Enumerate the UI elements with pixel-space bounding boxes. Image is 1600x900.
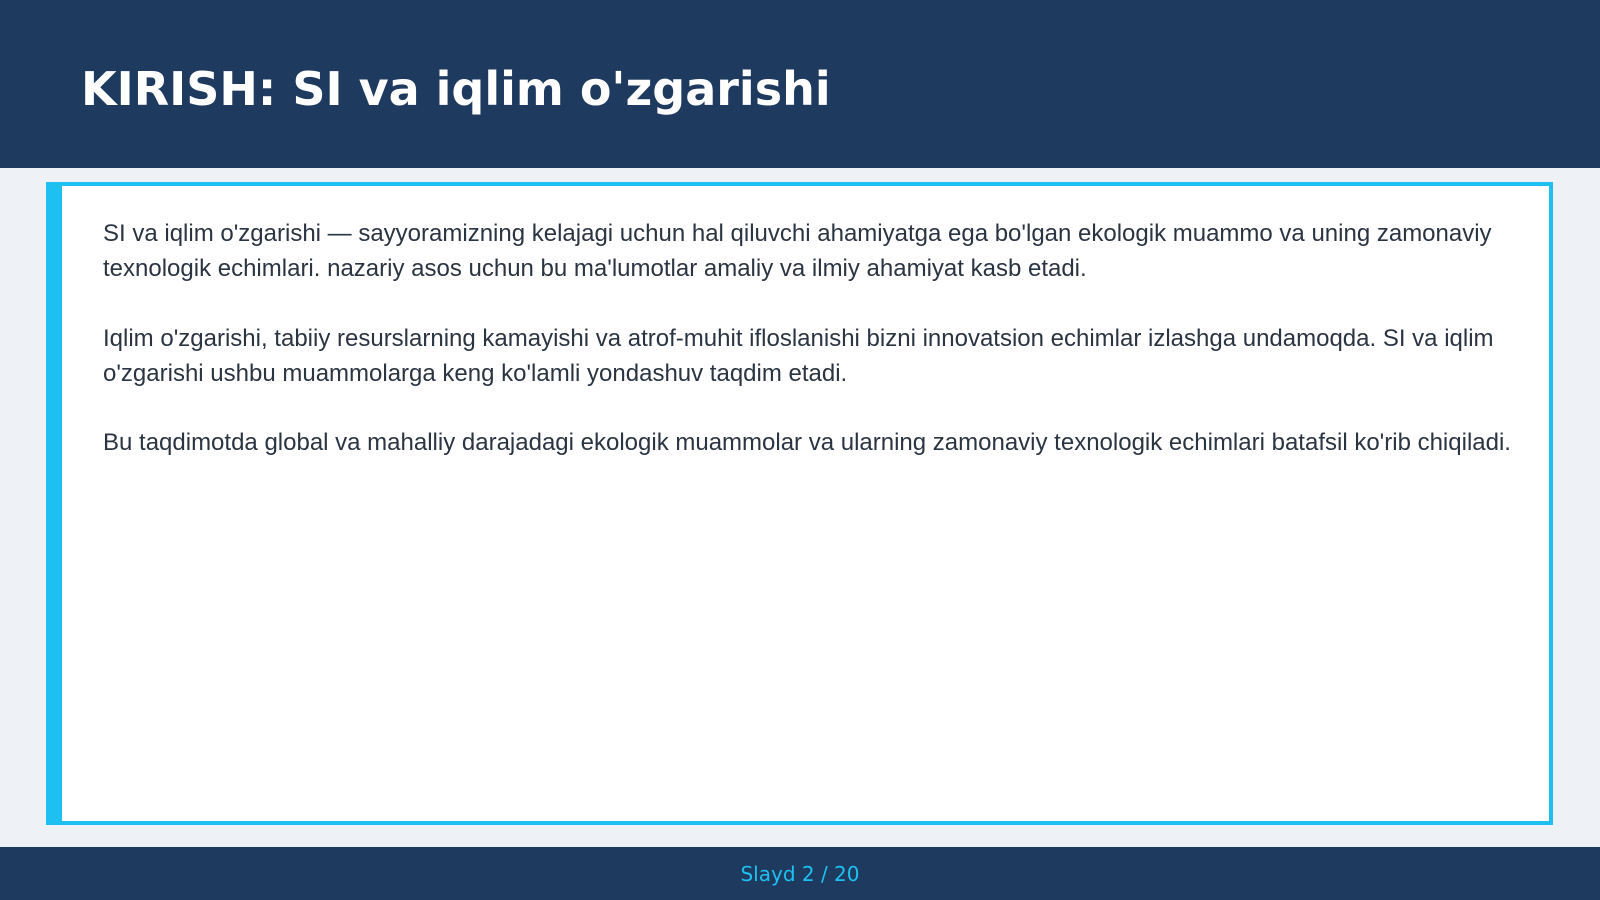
- slide-counter: Slayd 2 / 20: [740, 862, 860, 886]
- slide-footer: [0, 847, 1600, 900]
- content-card: [46, 182, 1553, 825]
- overview-paragraph: Bu taqdimotda global va mahalliy darajadagi ekologik muammolar va ularning zamonaviy texnologik echimlari batafsil ko'rib chiqiladi.: [103, 429, 1511, 456]
- slide-title: KIRISH: SI va iqlim o'zgarishi: [81, 62, 831, 116]
- intro-paragraph: SI va iqlim o'zgarishi — sayyoramizning kelajagi uchun hal qiluvchi ahamiyatga ega bo'lgan ekologik muammo va uning zamonaviy texnologik echimlari. nazariy asos uchun bu ma'lumotlar amaliy va ilmiy ahamiyat kasb etadi.: [103, 220, 1492, 282]
- context-paragraph: Iqlim o'zgarishi, tabiiy resurslarning kamayishi va atrof-muhit ifloslanishi bizni innovatsion echimlar izlashga undamoqda. SI va iqlim o'zgarishi ushbu muammolarga keng ko'lamli yondashuv taqdim etadi.: [103, 325, 1494, 387]
- slide-header: [0, 0, 1600, 168]
